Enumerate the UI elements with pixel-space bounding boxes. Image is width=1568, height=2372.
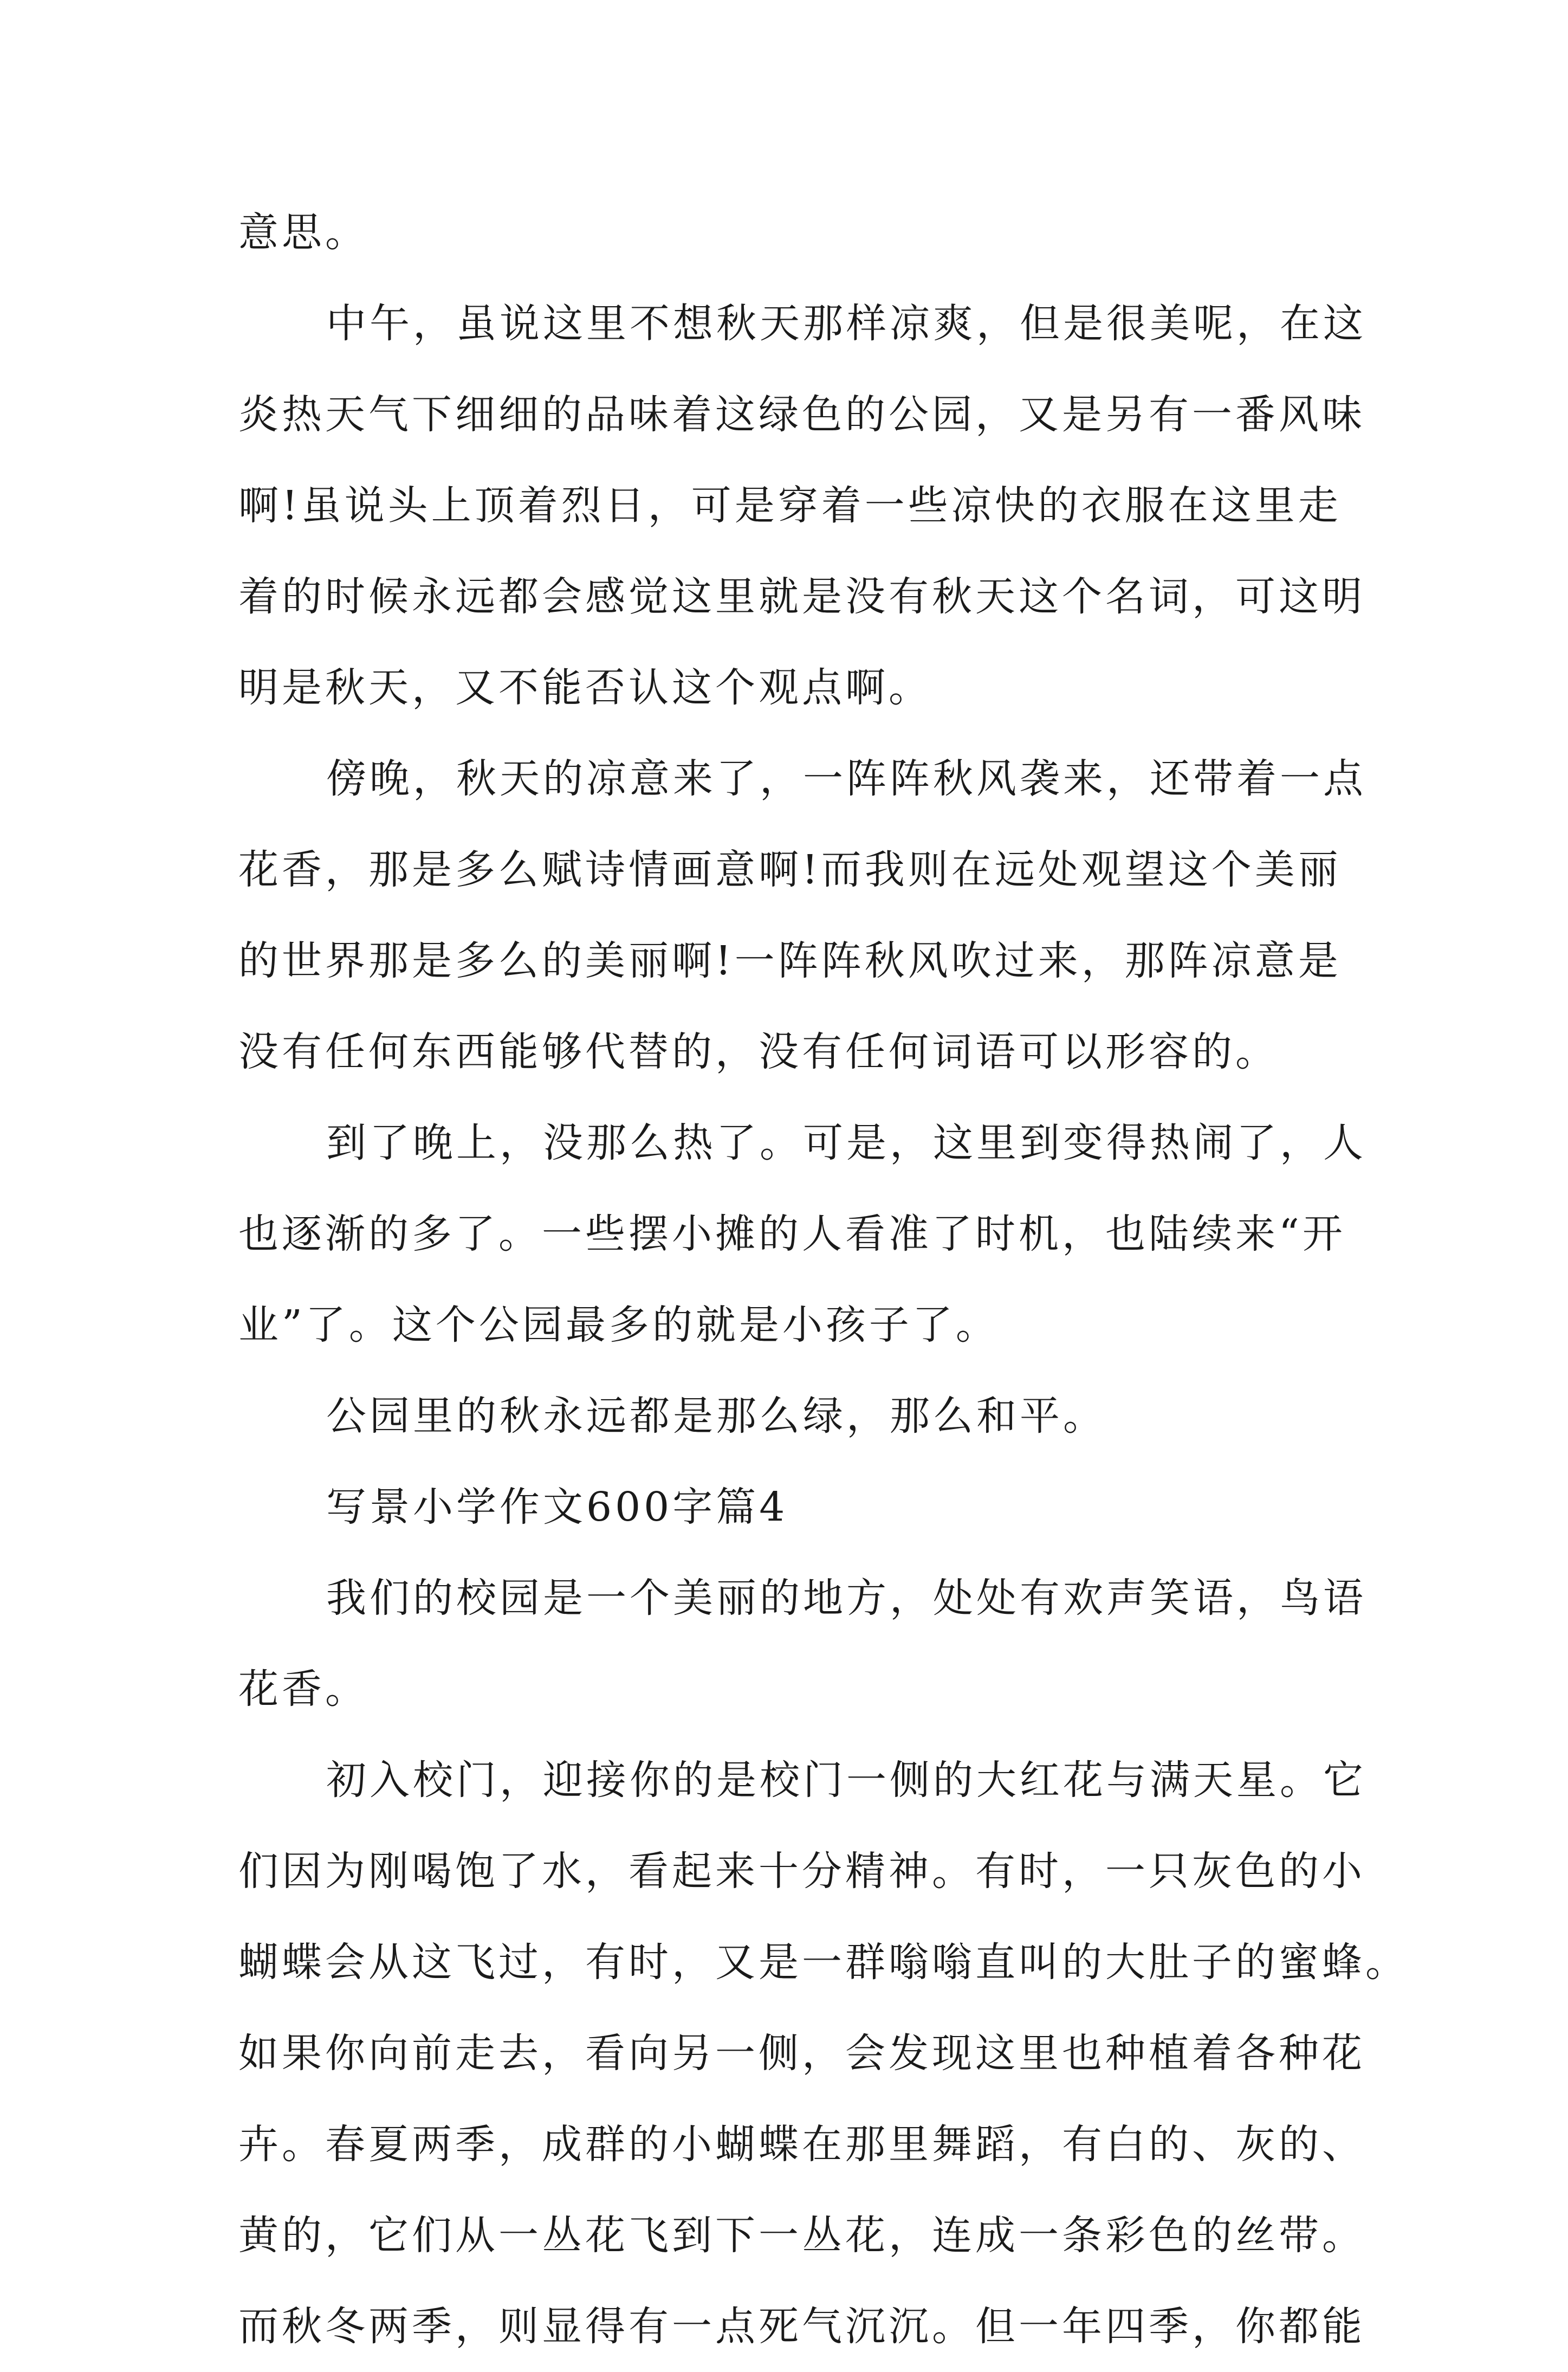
paragraph-first-line: 到了晚上，没那么热了。可是，这里到变得热闹了，人 bbox=[326, 1120, 1366, 1166]
paragraph-first-line: 我们的校园是一个美丽的地方，处处有欢声笑语，鸟语 bbox=[326, 1575, 1366, 1621]
text-line: 意思。 bbox=[238, 209, 368, 256]
text-line: 炎热天气下细细的品味着这绿色的公园，又是另有一番风味 bbox=[238, 391, 1365, 438]
text-line: 卉。春夏两季，成群的小蝴蝶在那里舞蹈，有白的、灰的、 bbox=[238, 2121, 1365, 2168]
text-line: 黄的，它们从一丛花飞到下一丛花，连成一条彩色的丝带。 bbox=[238, 2212, 1365, 2259]
text-line: 着的时候永远都会感觉这里就是没有秋天这个名词，可这明 bbox=[238, 573, 1365, 620]
text-line: 的世界那是多么的美丽啊!一阵阵秋风吹过来，那阵凉意是 bbox=[238, 938, 1342, 984]
text-line: 也逐渐的多了。一些摆小摊的人看准了时机，也陆续来“开 bbox=[238, 1211, 1346, 1257]
text-line: 明是秋天，又不能否认这个观点啊。 bbox=[238, 664, 932, 711]
document-body bbox=[238, 187, 1409, 2372]
paragraph-first-line: 初入校门，迎接你的是校门一侧的大红花与满天星。它 bbox=[326, 1757, 1366, 1804]
text-line: 蝴蝶会从这飞过，有时，又是一群嗡嗡直叫的大肚子的蜜蜂。 bbox=[238, 1939, 1409, 1986]
paragraph-first-line: 中午，虽说这里不想秋天那样凉爽，但是很美呢，在这 bbox=[326, 300, 1366, 347]
text-line: 花香，那是多么赋诗情画意啊!而我则在远处观望这个美丽 bbox=[238, 846, 1342, 893]
text-line: 业”了。这个公园最多的就是小孩子了。 bbox=[238, 1302, 999, 1348]
paragraph-first-line: 傍晚，秋天的凉意来了，一阵阵秋风袭来，还带着一点 bbox=[326, 755, 1366, 802]
text-line: 啊!虽说头上顶着烈日，可是穿着一些凉快的衣服在这里走 bbox=[238, 482, 1342, 529]
section-heading: 写景小学作文600字篇4 bbox=[326, 1484, 788, 1530]
paragraph-first-line: 公园里的秋永远都是那么绿，那么和平。 bbox=[326, 1393, 1106, 1439]
text-line: 花香。 bbox=[238, 1666, 368, 1712]
text-line: 而秋冬两季，则显得有一点死气沉沉。但一年四季，你都能 bbox=[238, 2303, 1365, 2350]
text-line: 如果你向前走去，看向另一侧，会发现这里也种植着各种花 bbox=[238, 2030, 1365, 2077]
text-line: 们因为刚喝饱了水，看起来十分精神。有时，一只灰色的小 bbox=[238, 1848, 1365, 1895]
text-line: 没有任何东西能够代替的，没有任何词语可以形容的。 bbox=[238, 1029, 1279, 1075]
